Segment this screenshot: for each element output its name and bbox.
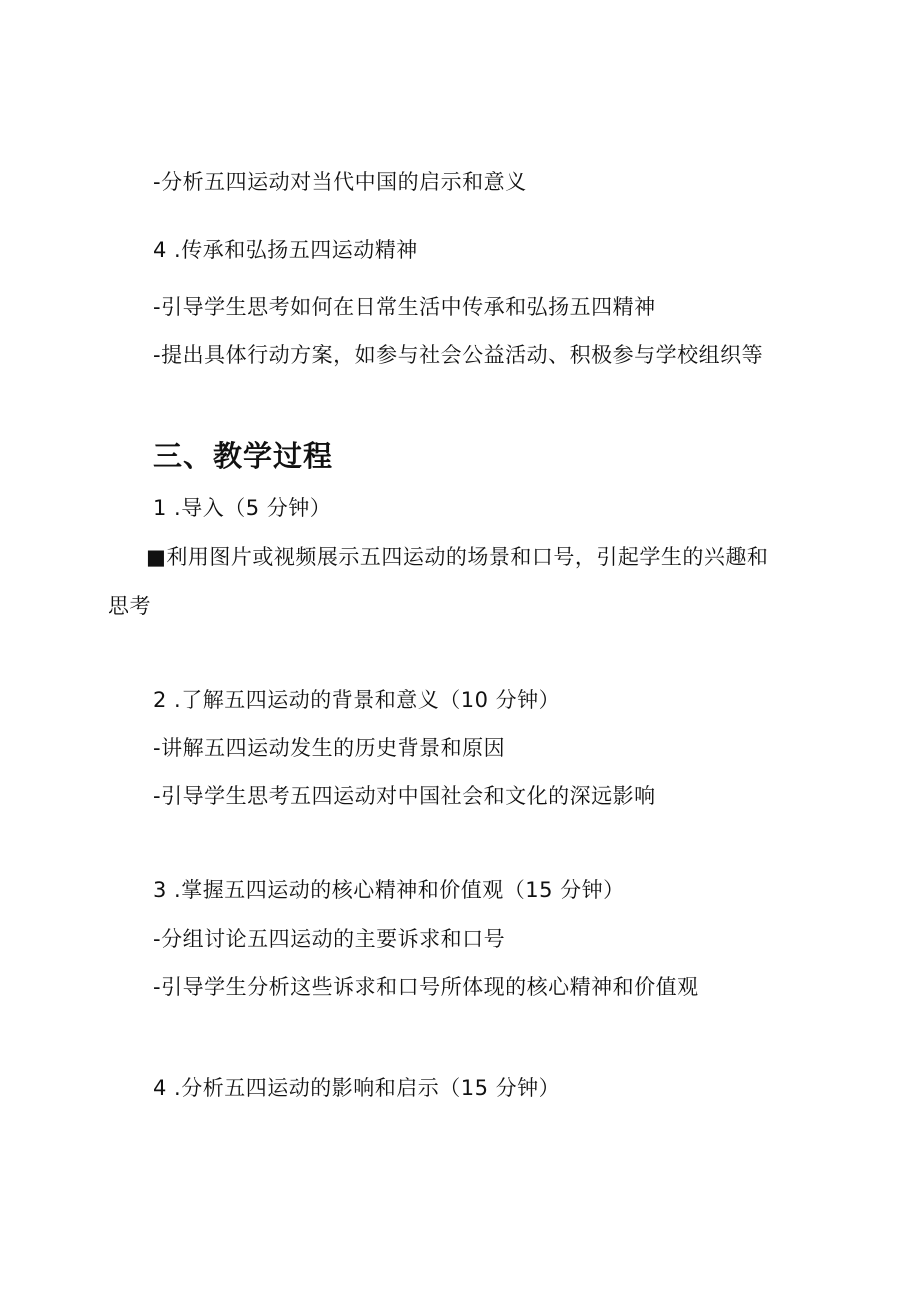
step-1-title: 1 .导入（5 分钟）	[153, 496, 332, 520]
list-item-explain-background: -讲解五四运动发生的历史背景和原因	[153, 736, 506, 760]
list-item-analyze-values: -引导学生分析这些诉求和口号所体现的核心精神和价值观	[153, 975, 699, 999]
step-2-title: 2 .了解五四运动的背景和意义（10 分钟）	[153, 688, 561, 712]
section-heading-teaching-process: 三、教学过程	[153, 439, 334, 473]
list-item-guide-thinking: -引导学生思考如何在日常生活中传承和弘扬五四精神	[153, 295, 656, 319]
step-3-title: 3 .掌握五四运动的核心精神和价值观（15 分钟）	[153, 878, 625, 902]
list-item-introduce-media: ■利用图片或视频展示五四运动的场景和口号，引起学生的兴趣和	[146, 545, 769, 569]
step-4-title: 4 .分析五四运动的影响和启示（15 分钟）	[153, 1076, 561, 1100]
list-item-guide-influence: -引导学生思考五四运动对中国社会和文化的深远影响	[153, 784, 656, 808]
list-item-introduce-media-cont: 思考	[108, 594, 151, 618]
list-item-group-discussion: -分组讨论五四运动的主要诉求和口号	[153, 927, 506, 951]
section-4-title: 4 .传承和弘扬五四运动精神	[153, 238, 418, 262]
list-item-action-plan: -提出具体行动方案，如参与社会公益活动、积极参与学校组织等	[153, 343, 764, 367]
list-item-analyze-inspiration: -分析五四运动对当代中国的启示和意义	[153, 170, 527, 194]
